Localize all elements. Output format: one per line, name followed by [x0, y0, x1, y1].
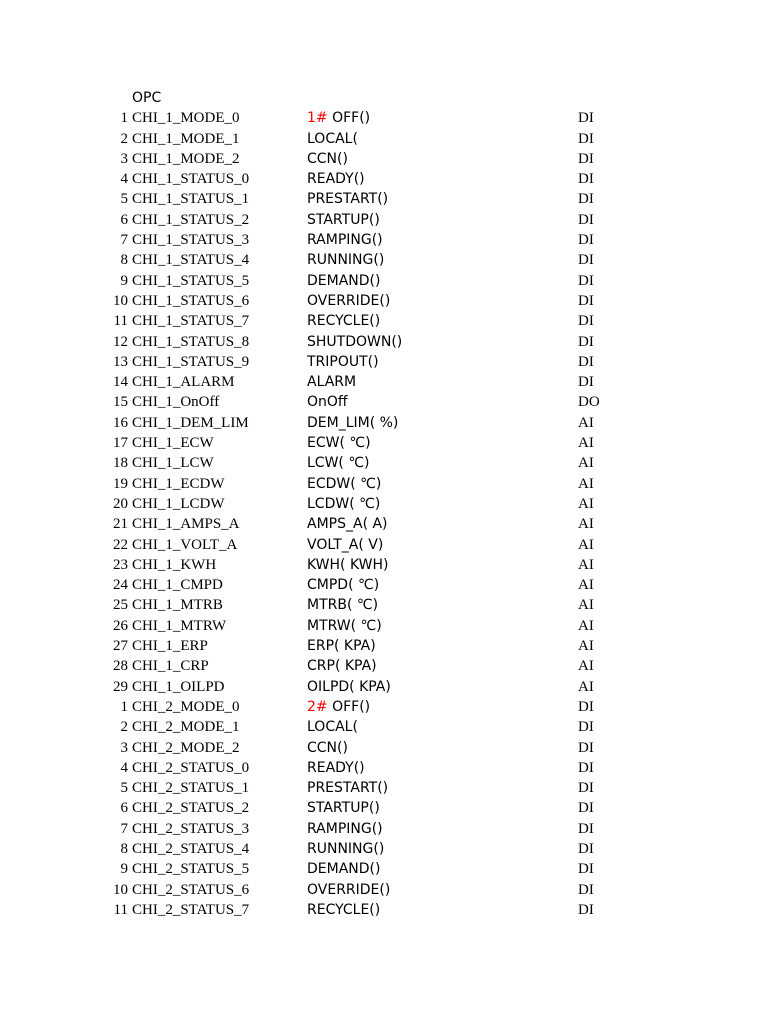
- point-type: AI: [578, 678, 594, 695]
- point-description: [307, 595, 378, 615]
- description-text: OFF(): [327, 698, 371, 715]
- row-number: 9: [120, 861, 128, 878]
- point-description: [307, 900, 380, 920]
- table-row: [0, 474, 768, 494]
- row-number: 5: [120, 780, 128, 797]
- opc-tag: CHI_1_CRP: [132, 658, 209, 675]
- description-text: DEMAND(): [307, 861, 381, 878]
- description-text: READY(): [307, 171, 365, 188]
- description-text: RECYCLE(): [307, 313, 381, 330]
- point-type: AI: [578, 455, 594, 472]
- point-description: [307, 372, 356, 392]
- point-description: [307, 129, 358, 149]
- description-text: AMPS_A( A): [307, 516, 388, 533]
- point-description: [307, 352, 379, 372]
- table-row: [0, 271, 768, 291]
- point-type: DI: [578, 232, 594, 249]
- point-type: DI: [578, 739, 594, 756]
- opc-tag: CHI_1_MODE_2: [132, 150, 240, 167]
- point-description: [307, 230, 383, 250]
- description-text: LOCAL(: [307, 719, 358, 736]
- point-description: [307, 210, 380, 230]
- row-number: 3: [120, 739, 128, 756]
- description-text: RAMPING(): [307, 820, 383, 837]
- opc-tag: CHI_2_STATUS_6: [132, 881, 250, 898]
- row-number: 24: [113, 577, 128, 594]
- point-description: [307, 636, 376, 656]
- opc-tag: CHI_2_STATUS_4: [132, 840, 250, 857]
- opc-tag: CHI_2_STATUS_0: [132, 759, 250, 776]
- point-type: DI: [578, 130, 594, 147]
- table-row: [0, 535, 768, 555]
- point-type: AI: [578, 536, 594, 553]
- point-description: [307, 514, 388, 534]
- description-text: RECYCLE(): [307, 901, 381, 918]
- point-description: [307, 656, 377, 676]
- description-text: DEM_LIM( %): [307, 414, 399, 431]
- description-text: RUNNING(): [307, 840, 385, 857]
- table-row: [0, 738, 768, 758]
- row-number: 7: [120, 232, 128, 249]
- opc-tag: CHI_2_MODE_0: [132, 698, 240, 715]
- table-row: [0, 291, 768, 311]
- row-number: 27: [113, 638, 128, 655]
- row-number: 11: [113, 901, 128, 918]
- point-type: DI: [578, 800, 594, 817]
- point-type: AI: [578, 475, 594, 492]
- description-text: ERP( KPA): [307, 638, 376, 655]
- table-row: [0, 616, 768, 636]
- table-row: [0, 169, 768, 189]
- description-text: MTRB( ℃): [307, 597, 379, 614]
- point-description: [307, 149, 348, 169]
- point-description: [307, 717, 358, 737]
- table-row: [0, 494, 768, 514]
- opc-tag: CHI_1_STATUS_7: [132, 313, 250, 330]
- point-type: DI: [578, 881, 594, 898]
- table-row: [0, 514, 768, 534]
- table-row: [0, 575, 768, 595]
- opc-tag: CHI_1_STATUS_8: [132, 333, 250, 350]
- point-description: [307, 697, 370, 717]
- point-description: [307, 433, 371, 453]
- description-text: OVERRIDE(): [307, 292, 391, 309]
- table-row: [0, 453, 768, 473]
- opc-tag: CHI_2_STATUS_1: [132, 780, 250, 797]
- opc-tag: CHI_1_AMPS_A: [132, 516, 240, 533]
- point-description: [307, 474, 381, 494]
- opc-tag: CHI_1_STATUS_1: [132, 191, 250, 208]
- description-text: PRESTART(): [307, 191, 389, 208]
- table-row: [0, 372, 768, 392]
- point-description: [307, 738, 348, 758]
- table-row: [0, 250, 768, 270]
- point-description: [307, 535, 383, 555]
- point-description: [307, 453, 370, 473]
- description-text: OILPD( KPA): [307, 678, 391, 695]
- point-type: DI: [578, 272, 594, 289]
- point-description: [307, 819, 383, 839]
- row-number: 10: [113, 292, 128, 309]
- row-number: 25: [113, 597, 128, 614]
- table-row: [0, 230, 768, 250]
- point-description: [307, 778, 388, 798]
- point-type: DI: [578, 759, 594, 776]
- opc-tag: CHI_2_MODE_1: [132, 719, 240, 736]
- opc-tag: CHI_1_MODE_0: [132, 110, 240, 127]
- row-number: 10: [113, 881, 128, 898]
- description-text: DEMAND(): [307, 272, 381, 289]
- description-text: KWH( KWH): [307, 556, 389, 573]
- point-description: [307, 108, 370, 128]
- row-number: 3: [120, 150, 128, 167]
- row-number: 13: [113, 353, 128, 370]
- row-number: 2: [120, 130, 128, 147]
- opc-tag: CHI_1_STATUS_5: [132, 272, 250, 289]
- point-type: AI: [578, 617, 594, 634]
- point-type: DI: [578, 780, 594, 797]
- opc-tag: CHI_2_STATUS_7: [132, 901, 250, 918]
- opc-tag: CHI_1_DEM_LIM: [132, 414, 249, 431]
- point-type: DI: [578, 191, 594, 208]
- opc-tag: CHI_1_STATUS_3: [132, 232, 250, 249]
- opc-tag: CHI_1_ALARM: [132, 374, 235, 391]
- point-type: DI: [578, 292, 594, 309]
- description-text: TRIPOUT(): [307, 353, 379, 370]
- row-number: 12: [113, 333, 128, 350]
- table-row: [0, 677, 768, 697]
- point-description: [307, 798, 380, 818]
- table-row: [0, 129, 768, 149]
- row-number: 16: [113, 414, 128, 431]
- point-type: DI: [578, 698, 594, 715]
- opc-tag: CHI_1_OILPD: [132, 678, 225, 695]
- row-number: 17: [113, 435, 128, 452]
- point-description: [307, 169, 365, 189]
- row-number: 22: [113, 536, 128, 553]
- point-description: [307, 413, 398, 433]
- point-table: [0, 88, 768, 920]
- point-type: DO: [578, 394, 600, 411]
- point-description: [307, 189, 388, 209]
- description-text: CCN(): [307, 739, 348, 756]
- opc-tag: CHI_2_STATUS_3: [132, 820, 250, 837]
- row-number: 7: [120, 820, 128, 837]
- row-number: 6: [120, 800, 128, 817]
- opc-tag: CHI_1_VOLT_A: [132, 536, 238, 553]
- point-type: AI: [578, 597, 594, 614]
- table-row: [0, 839, 768, 859]
- table-row: [0, 819, 768, 839]
- opc-tag: CHI_1_STATUS_0: [132, 171, 250, 188]
- opc-tag: CHI_1_CMPD: [132, 577, 223, 594]
- row-number: 28: [113, 658, 128, 675]
- table-row: [0, 859, 768, 879]
- point-description: [307, 859, 380, 879]
- description-text: RAMPING(): [307, 232, 383, 249]
- row-number: 9: [120, 272, 128, 289]
- point-type: DI: [578, 171, 594, 188]
- description-text: ALARM: [307, 374, 357, 391]
- description-text: MTRW( ℃): [307, 617, 382, 634]
- point-description: [307, 880, 390, 900]
- table-header: [0, 88, 768, 108]
- row-number: 15: [113, 394, 128, 411]
- opc-tag: CHI_1_ERP: [132, 638, 208, 655]
- point-description: [307, 271, 380, 291]
- point-type: AI: [578, 658, 594, 675]
- point-description: [307, 291, 390, 311]
- table-row: [0, 210, 768, 230]
- header-tag: OPC: [132, 90, 162, 106]
- table-row: [0, 392, 768, 412]
- point-type: DI: [578, 374, 594, 391]
- point-description: [307, 616, 382, 636]
- table-row: [0, 758, 768, 778]
- point-type: DI: [578, 333, 594, 350]
- description-text: READY(): [307, 759, 365, 776]
- opc-tag: CHI_1_KWH: [132, 556, 217, 573]
- table-row: [0, 798, 768, 818]
- opc-tag: CHI_2_STATUS_5: [132, 861, 250, 878]
- table-row: [0, 697, 768, 717]
- description-text: ECW( ℃): [307, 435, 371, 452]
- table-row: [0, 311, 768, 331]
- point-type: DI: [578, 150, 594, 167]
- table-row: [0, 555, 768, 575]
- opc-tag: CHI_2_STATUS_2: [132, 800, 250, 817]
- row-number: 8: [120, 840, 128, 857]
- description-text: LCDW( ℃): [307, 495, 381, 512]
- description-text: STARTUP(): [307, 211, 380, 228]
- chiller-label: 2#: [307, 698, 328, 715]
- point-description: [307, 494, 380, 514]
- table-row: [0, 636, 768, 656]
- table-row: [0, 880, 768, 900]
- row-number: 1: [120, 698, 128, 715]
- point-type: AI: [578, 577, 594, 594]
- row-number: 18: [113, 455, 128, 472]
- opc-tag: CHI_1_MTRB: [132, 597, 223, 614]
- point-description: [307, 332, 402, 352]
- point-description: [307, 677, 391, 697]
- opc-tag: CHI_1_ECDW: [132, 475, 225, 492]
- description-text: CMPD( ℃): [307, 577, 380, 594]
- point-type: DI: [578, 820, 594, 837]
- point-description: [307, 250, 384, 270]
- point-description: [307, 575, 379, 595]
- point-type: DI: [578, 110, 594, 127]
- opc-tag: CHI_1_LCDW: [132, 495, 225, 512]
- point-description: [307, 555, 388, 575]
- description-text: SHUTDOWN(): [307, 333, 403, 350]
- opc-tag: CHI_1_STATUS_6: [132, 292, 250, 309]
- point-type: AI: [578, 495, 594, 512]
- point-type: DI: [578, 901, 594, 918]
- table-row: [0, 656, 768, 676]
- description-text: CRP( KPA): [307, 658, 377, 675]
- point-description: [307, 392, 348, 412]
- chiller-label: 1#: [307, 110, 328, 127]
- description-text: OFF(): [327, 110, 371, 127]
- description-text: ECDW( ℃): [307, 475, 382, 492]
- table-row: [0, 332, 768, 352]
- table-row: [0, 149, 768, 169]
- opc-tag: CHI_2_MODE_2: [132, 739, 240, 756]
- point-type: AI: [578, 556, 594, 573]
- description-text: STARTUP(): [307, 800, 380, 817]
- opc-tag: CHI_1_MTRW: [132, 617, 227, 634]
- opc-tag: CHI_1_MODE_1: [132, 130, 240, 147]
- description-text: LCW( ℃): [307, 455, 370, 472]
- table-row: [0, 778, 768, 798]
- point-type: DI: [578, 840, 594, 857]
- description-text: VOLT_A( V): [307, 536, 384, 553]
- row-number: 26: [113, 617, 128, 634]
- description-text: CCN(): [307, 150, 348, 167]
- row-number: 2: [120, 719, 128, 736]
- row-number: 21: [113, 516, 128, 533]
- description-text: OVERRIDE(): [307, 881, 391, 898]
- point-type: AI: [578, 435, 594, 452]
- opc-tag: CHI_1_STATUS_2: [132, 211, 250, 228]
- row-number: 14: [113, 374, 128, 391]
- point-type: DI: [578, 252, 594, 269]
- row-number: 11: [113, 313, 128, 330]
- table-row: [0, 433, 768, 453]
- row-number: 8: [120, 252, 128, 269]
- table-row: [0, 595, 768, 615]
- row-number: 23: [113, 556, 128, 573]
- table-row: [0, 189, 768, 209]
- table-row: [0, 900, 768, 920]
- opc-tag: CHI_1_STATUS_4: [132, 252, 250, 269]
- row-number: 5: [120, 191, 128, 208]
- point-type: DI: [578, 313, 594, 330]
- description-text: RUNNING(): [307, 252, 385, 269]
- table-row: [0, 352, 768, 372]
- point-type: DI: [578, 353, 594, 370]
- description-text: LOCAL(: [307, 130, 358, 147]
- opc-tag: CHI_1_STATUS_9: [132, 353, 250, 370]
- point-type: DI: [578, 719, 594, 736]
- row-number: 29: [113, 678, 128, 695]
- point-description: [307, 758, 365, 778]
- point-type: AI: [578, 516, 594, 533]
- table-row: [0, 413, 768, 433]
- opc-tag: CHI_1_ECW: [132, 435, 214, 452]
- description-text: PRESTART(): [307, 780, 389, 797]
- row-number: 20: [113, 495, 128, 512]
- table-body: [0, 108, 768, 920]
- point-type: DI: [578, 861, 594, 878]
- row-number: 4: [120, 759, 128, 776]
- point-description: [307, 839, 384, 859]
- row-number: 1: [120, 110, 128, 127]
- opc-tag: CHI_1_OnOff: [132, 394, 220, 411]
- point-type: AI: [578, 638, 594, 655]
- table-row: [0, 108, 768, 128]
- row-number: 6: [120, 211, 128, 228]
- point-description: [307, 311, 380, 331]
- point-type: AI: [578, 414, 594, 431]
- description-text: OnOff: [307, 394, 348, 411]
- table-row: [0, 717, 768, 737]
- point-type: DI: [578, 211, 594, 228]
- row-number: 19: [113, 475, 128, 492]
- row-number: 4: [120, 171, 128, 188]
- opc-tag: CHI_1_LCW: [132, 455, 214, 472]
